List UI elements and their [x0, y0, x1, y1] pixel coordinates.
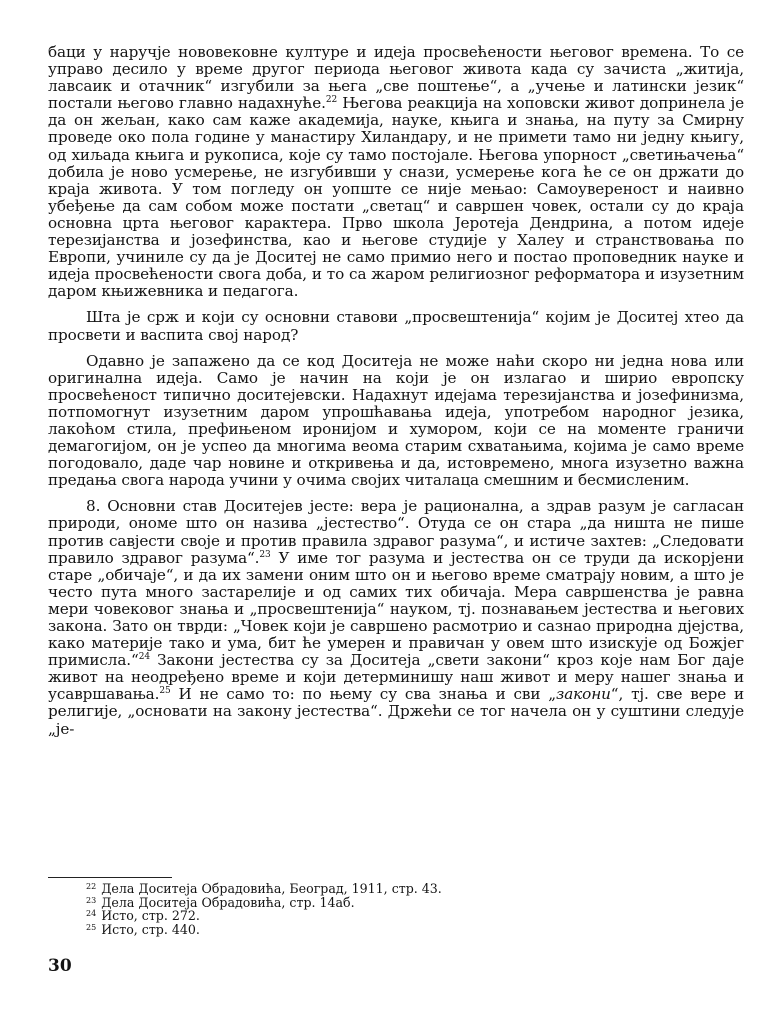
text-run: И не само то: по њему су сва знања и сви „	[170, 685, 557, 704]
text-run: У име тог разума и јестества он се труди да искорјени старе „обичаје“, и да их замени оним што он и његово време сматрају новим, а што је често пута много застарелије и од самих тих обичаја. Мера савршенства је равна мери човековог знања и „просвештенија“ науком, тј. познавањем јестества и његових закона. Зато он тврди: „Човек који је савршено расмотрио и сазнао природна дјејства, како материје тако и ума, бит ће умерен и правичан у овем што изискује од Божјег примисла.“	[48, 548, 745, 670]
footnote-text: Дела Доситеја Обрадовића, Београд, 1911, стр. 43.	[101, 881, 442, 896]
footnote-marker: 25	[159, 686, 171, 697]
footnote	[86, 896, 686, 910]
footnote-marker: 22	[325, 95, 338, 106]
text-run: Закони јестества су за Доситеја „свети закони“ кроз које нам Бог даје живот на неодређено време и који детерминишу наш живот и меру нашег знања и усавршавања.	[48, 651, 744, 704]
footnotes	[86, 882, 686, 936]
text-run: “, тј. све вере и религије, „основати на закону јестества“. Држећи се тог начела он у суштини следује „је-	[48, 685, 744, 738]
footnote	[86, 923, 686, 937]
footnote-number: 22	[86, 882, 97, 891]
paragraph	[48, 44, 744, 300]
page-number: 30	[48, 956, 72, 976]
paragraph	[48, 309, 744, 343]
footnote-number: 24	[86, 909, 97, 919]
paragraph	[48, 498, 744, 737]
paragraph	[48, 353, 744, 490]
footnote-number: 23	[86, 895, 97, 905]
footnote-marker: 24	[138, 652, 150, 663]
body-text	[48, 44, 744, 738]
text-run: Његова реакција на хоповски живот допринела је да он жељан, како сам каже академија, науке, књига и знања, на путу за Смирну проведе око пола године у манастиру Хиландару, и не примети тамо ни једну књигу, од хиљада књига и рукописа, које су тамо постојале. Његова упорност „светињачења“ добила је ново усмерење, не изгубивши у снази, усмерење кога ће се он држати до краја живота. У том погледу он уопште се није мењао: Самоувереност и наивно убеђење да сам собом може постати „светац“ и савршен човек, остали су до краја основна црта његовог карактера. Прво школа Јеротеја Дендрина, а потом идеје терезијанства и јозефинства, као и његове студије у Халеу и странствовања по Европи, учиниле су да је Доситеј не само примио него и постао проповедник науке и идеја просвећености свога доба, и то са жаром религиозног реформатора и изузетним даром књижевника и педагога.	[48, 94, 744, 301]
footnote	[86, 909, 686, 923]
footnote-text: Исто, стр. 272.	[101, 908, 200, 924]
footnote-marker: 23	[259, 549, 271, 560]
footnote-text: Дела Доситеја Обрадовића, стр. 14аб.	[101, 894, 355, 910]
emphasized-text: закони	[556, 685, 611, 704]
text-run: баци у наручје нововековне културе и идеја просвећености његовог времена. То се управо десило у време другог периода његовог живота када су зачиста „житија, лавсаик и отачник“ изгубили за њега „све поштење“, а „учење и латински језик“ постали његово главно надахнуће.	[48, 43, 744, 113]
footnote-rule	[48, 877, 172, 878]
footnote	[86, 882, 686, 896]
footnote-number: 25	[86, 922, 97, 932]
footnote-text: Исто, стр. 440.	[101, 921, 200, 937]
text-run: Одавно је запажено да се код Доситеја не може наћи скоро ни једна нова или оригинална идеја. Само је начин на који је он излагао и ширио европску просвећеност типично доситејевски. Надахнут идејама терезијанства и јозефинизма, потпомогнут изузетним даром упрошћавања идеја, употребом народног језика, лакоћом стила, префињеном иронијом и хумором, који се на моменте граничи демагогијом, он је успео да многима веома старим схватањима, којима је само време погодовало, даде чар новине и откривења и да, истовремено, многа изузетно важна предања свога народа учини у очима својих читалаца смешним и бесмисленим.	[48, 351, 744, 490]
text-run: Шта је срж и који су основни ставови „просвештенија“ којим је Доситеј хтео да просвети и васпита свој народ?	[48, 308, 744, 344]
text-run: 8. Основни став Доситејев јесте: вера је рационална, а здрав разум је сагласан природи, ономе што он назива „јестество“. Отуда се он стара „да ништа не пише против савјести своје и против правила здравог разума“, и истиче захтев: „Следовати правило здравог разума“.	[48, 497, 744, 567]
